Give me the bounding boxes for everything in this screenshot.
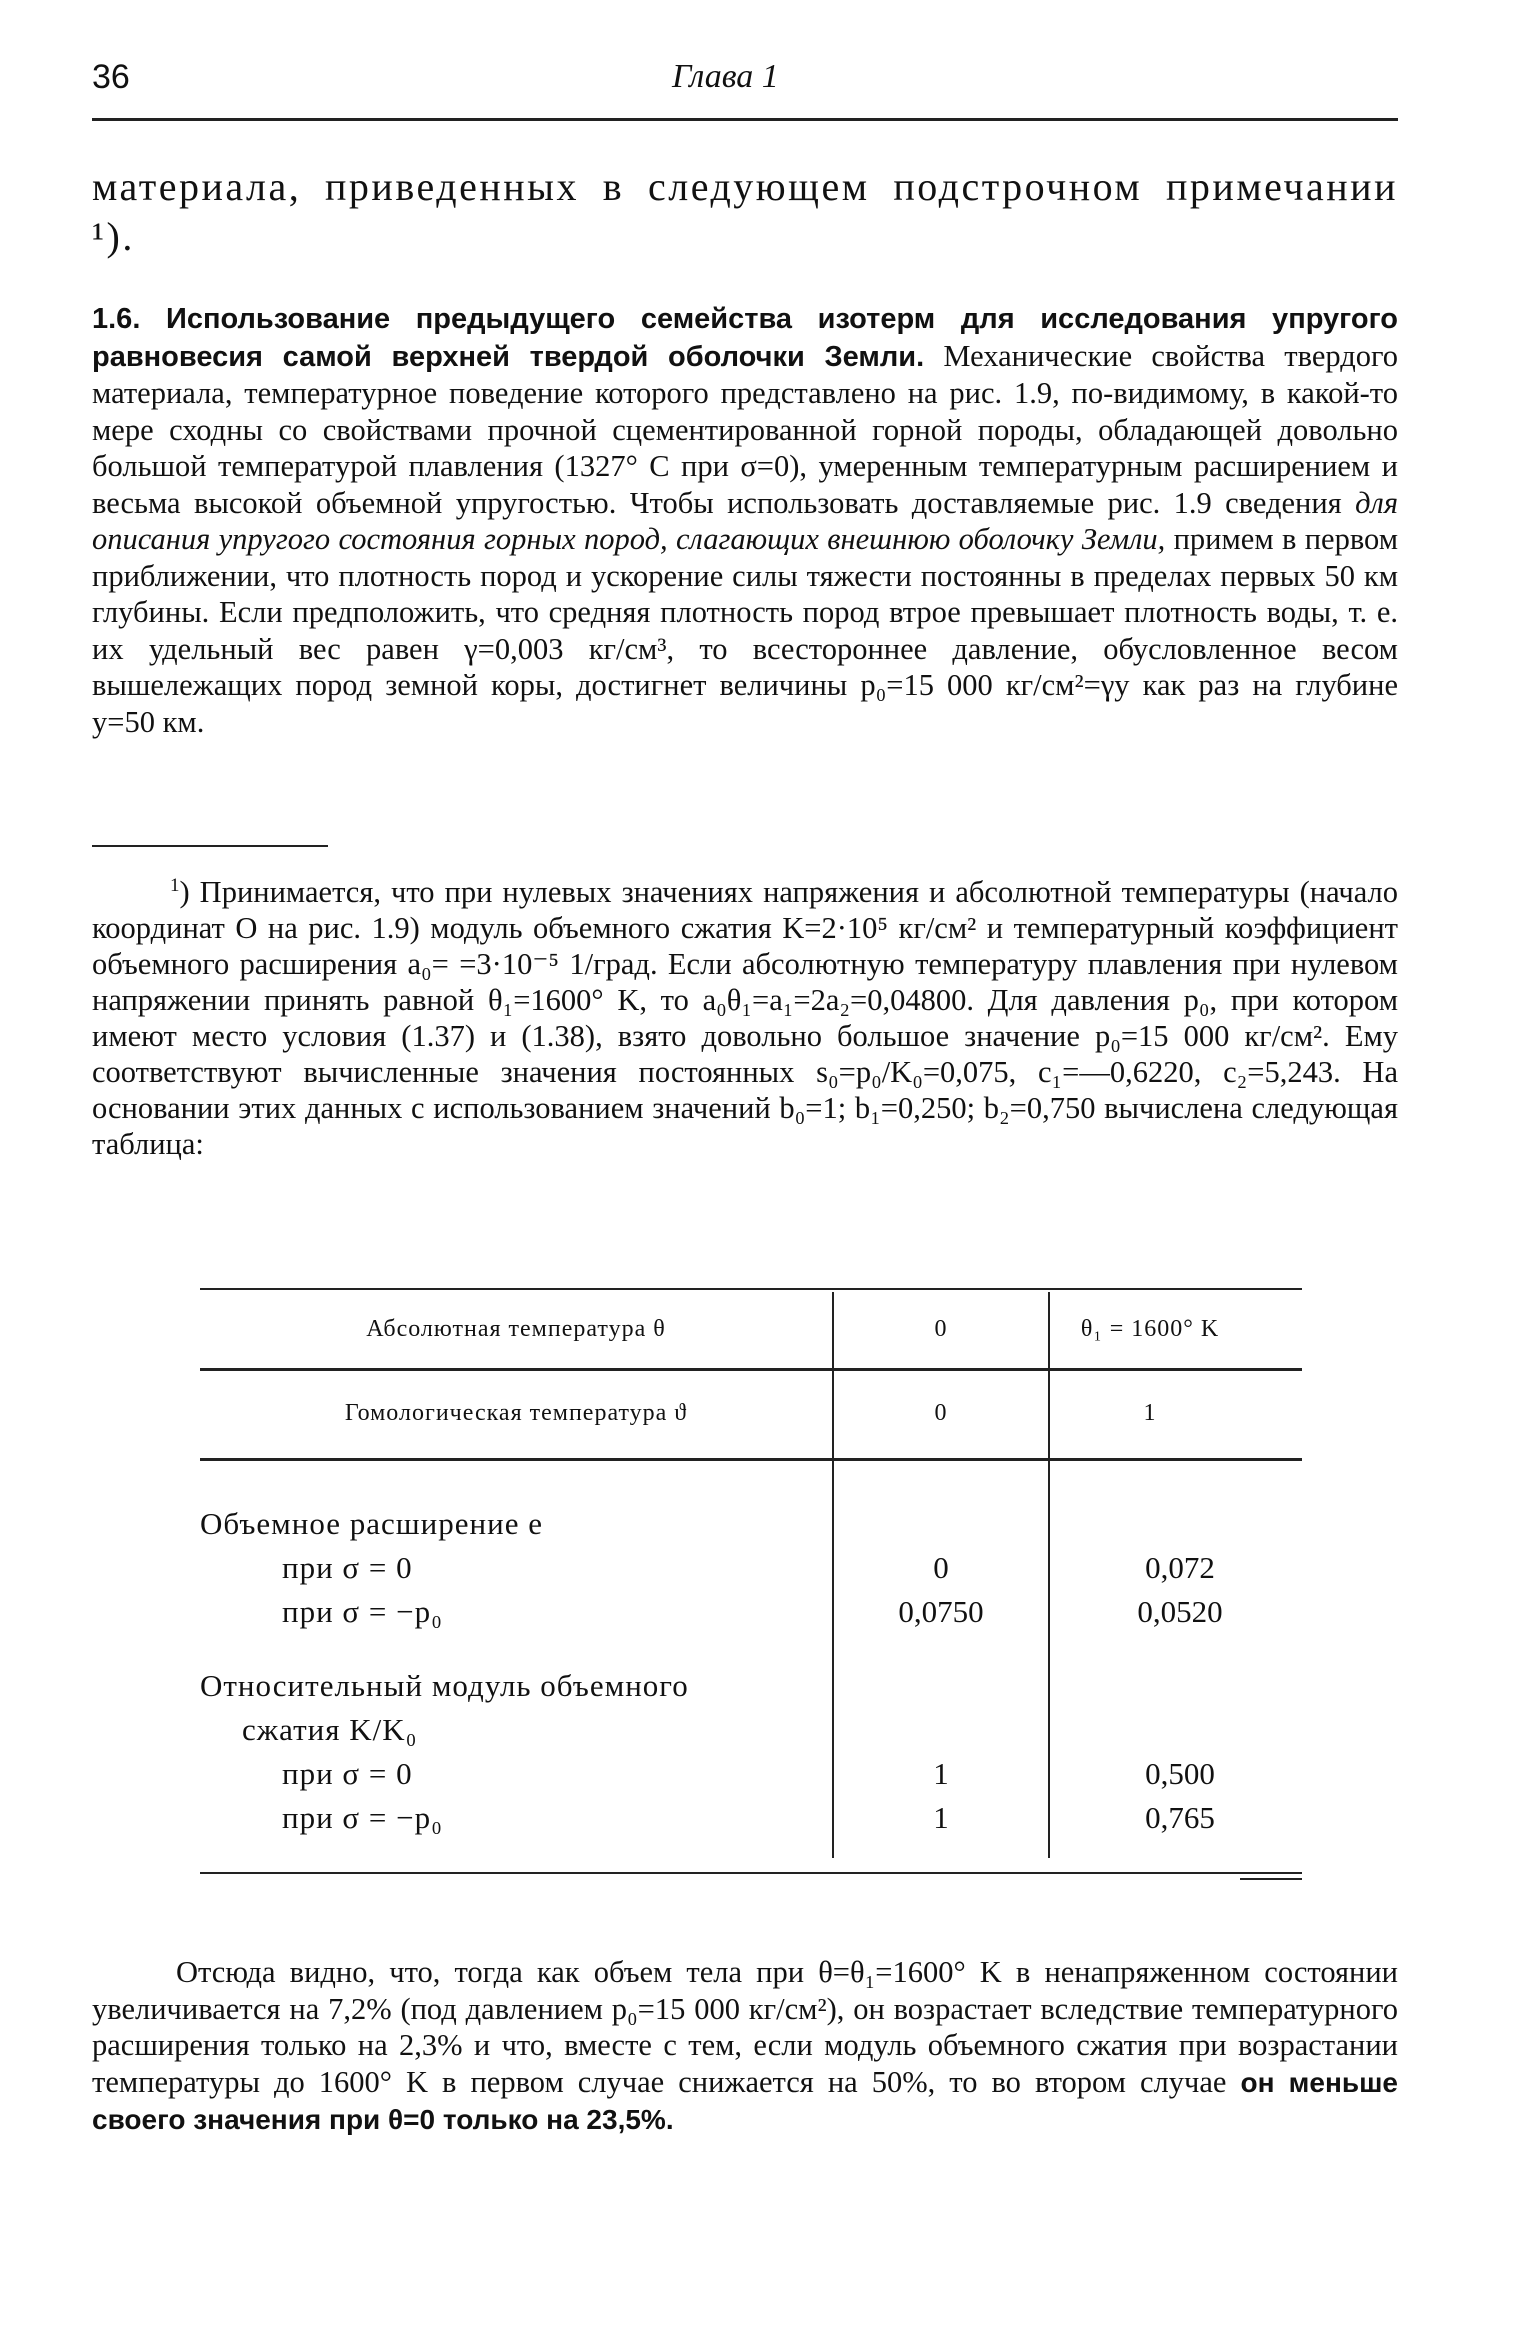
table-row-2-col-2: 0,0520 xyxy=(1137,1594,1223,1629)
table-header-value-2: θ₁ = 1600° K xyxy=(1080,1316,1220,1342)
table-label-volume-expansion: Объемное расширение e xyxy=(200,1506,543,1541)
table-header-bottom-rule xyxy=(200,1458,1302,1461)
table-header-rule xyxy=(200,1368,1302,1371)
table-cond-neg-2: при σ = −p₀ xyxy=(282,1800,443,1835)
section-heading: 1.6. Использование предыдущего семейства изотерм для исследования упругого равновесия самой верхней твердой оболочки Земли. xyxy=(92,303,1398,373)
table-row-3-col-2: 0,500 xyxy=(1145,1756,1215,1791)
table-label-relative-modulus-1: Относительный модуль объемного xyxy=(200,1668,689,1703)
footnote-text: ) Принимается, что при нулевых значениях напряжения и абсолютной температуры (начало координат O на рис. 1.9) модуль объемного сжатия K=2·10⁵ кг/см² и температурный коэффициент объемного расширения a₀= =3·10⁻⁵ 1/град. Если абсолютную температуру плавления при нулевом напряжении принять равной θ₁=1600° K, то a₀θ₁=a₁=2a₂=0,04800. Для давления p₀, при котором имеют место условия (1.37) и (1.38), взято довольно большое значение p₀=15 000 кг/см². Ему соответствуют вычисленные значения постоянных s₀=p₀/K₀=0,075, c₁=—0,6220, c₂=5,243. На основании этих данных с использованием значений b₀=1; b₁=0,250; b₂=0,750 вычислена следующая таблица: xyxy=(92,875,1398,1161)
table-row-2-col-1: 0,0750 xyxy=(898,1594,984,1629)
table-row-1-col-1: 0 xyxy=(933,1550,949,1585)
table-top-rule xyxy=(200,1288,1302,1290)
table-header-label-absolute-temp: Абсолютная температура θ xyxy=(366,1316,666,1342)
table-row-4-col-1: 1 xyxy=(933,1800,949,1835)
running-head: Глава 1 xyxy=(672,58,779,95)
footnote-paragraph xyxy=(92,874,1398,1162)
table-header2-value-2: 1 xyxy=(1143,1400,1157,1426)
table-header-value-1: 0 xyxy=(934,1316,948,1342)
table-header-label-homologous-temp: Гомологическая температура ϑ xyxy=(344,1400,688,1426)
table-row-1-col-2: 0,072 xyxy=(1145,1550,1215,1585)
footnote-marker: 1 xyxy=(170,874,180,896)
table-bottom-rule-tail xyxy=(1240,1878,1302,1880)
conclusion-text-bold: он меньше своего значения при θ=0 только на 23,5%. xyxy=(92,2066,1398,2135)
section-paragraph xyxy=(92,300,1398,740)
header-rule xyxy=(92,118,1398,121)
table-cond-zero-1: при σ = 0 xyxy=(282,1550,413,1585)
table-header2-value-1: 0 xyxy=(934,1400,948,1426)
table-cond-neg-1: при σ = −p₀ xyxy=(282,1594,443,1629)
page-number: 36 xyxy=(92,58,130,96)
table-bottom-rule xyxy=(200,1872,1302,1874)
table-cond-zero-2: при σ = 0 xyxy=(282,1756,413,1791)
table-row-4-col-2: 0,765 xyxy=(1145,1800,1215,1835)
table-row-3-col-1: 1 xyxy=(933,1756,949,1791)
table-label-relative-modulus-2: сжатия K/K₀ xyxy=(242,1712,418,1747)
table-col-divider-2 xyxy=(1048,1292,1050,1858)
intro-paragraph: материала, приведенных в следующем подстрочном примечании ¹). xyxy=(92,164,1398,259)
conclusion-paragraph xyxy=(92,1954,1398,2139)
section-text-part-1: Механические свойства твердого материала, температурное поведение которого представлено на рис. 1.9, по-видимому, в какой-то мере сходны со свойствами прочной сцементированной горной породы, обладающей довольно большой температурой плавления (1327° С при σ=0), умеренным температурным расширением и весьма высокой объемной упругостью. Чтобы использовать доставляемые рис. 1.9 сведения xyxy=(92,338,1398,520)
section-text-italic: для описания упругого состояния горных пород, слагающих внешнюю оболочку Земли, xyxy=(92,485,1398,556)
footnote-rule xyxy=(92,845,328,847)
section-text-part-2: примем в первом приближении, что плотность пород и ускорение силы тяжести постоянны в пределах первых 50 км глубины. Если предположить, что средняя плотность пород втрое превышает плотность воды, т. е. их удельный вес равен γ=0,003 кг/см³, то всестороннее давление, обусловленное весом вышележащих пород земной коры, достигнет величины p₀=15 000 кг/см²=γy как раз на глубине y=50 км. xyxy=(92,522,1398,739)
conclusion-text: Отсюда видно, что, тогда как объем тела при θ=θ₁=1600° K в ненапряженном состоянии увеличивается на 7,2% (под давлением p₀=15 000 кг/см²), он возрастает вследствие температурного расширения только на 2,3% и что, вместе с тем, если модуль объемного сжатия при возрастании температуры до 1600° K в первом случае снижается на 50%, то во втором случае xyxy=(92,1955,1398,2099)
